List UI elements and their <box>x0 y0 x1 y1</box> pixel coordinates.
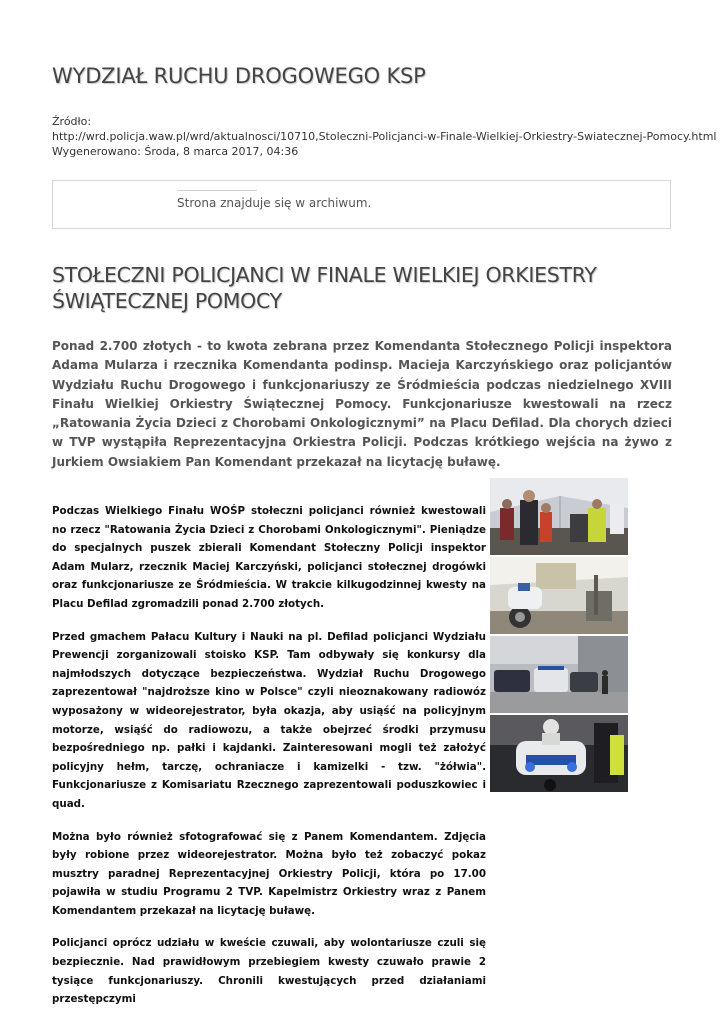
article-body <box>52 502 486 1023</box>
photo-tent-volunteers[interactable] <box>490 478 628 555</box>
article-paragraph: Podczas Wielkiego Finału WOŚP stołeczni policjanci również kwestowali no rzecz "Ratowania Życia Dzieci z Chorobami Onkologicznymi". Pieniądze do specjalnych puszek zbierali Komendant Stołeczny Policji inspektor Adam Mularz, rzecznik Maciej Karczyński, policjanci stołecznej drogówki oraz funkcjonariusze ze Śródmieścia. W trakcie kilkugodzinnej kwesty na Placu Defilad zgromadzili ponad 2.700 złotych. <box>52 505 486 610</box>
article-paragraph: Przed gmachem Pałacu Kultury i Nauki na pl. Defilad policjanci Wydziału Prewencji zorganizowali stoisko KSP. Tam odbywały się konkursy dla najmłodszych dotyczące bezpieczeństwa. Wydział Ruchu Drogowego zaprezentował "najdroższe kino w Polsce" czyli nieoznakowany radiowóz wyposażony w wideorejestrator, była okazja, aby usiąść na policyjnym motorze, wsiąść do radiowozu, a także obejrzeć środki przymusu bezpośredniego np. pałki i kajdanki. Zainteresowani mogli też założyć policyjny hełm, tarczę, ochraniacze i kamizelki - tzw. "żółwia". Funkcjonariusze z Komisariatu Rzecznego zaprezentowali poduszkowiec i quad. <box>52 630 486 810</box>
archive-message: Strona znajduje się w archiwum. <box>177 196 372 210</box>
archive-divider <box>177 190 257 191</box>
source-label: Źródło: <box>52 115 92 128</box>
photo-gallery <box>490 478 628 794</box>
article-paragraph: Można było również sfotografować się z Panem Komendantem. Zdjęcia były robione przez wideorejestrator. Można było też zobaczyć pokaz musztry paradnej Reprezentacyjnej Orkiestry Policji, która po 17.00 pojawiła w studiu Programu 2 TVP. Kapelmistrz Orkiestry wraz z Panem Komendantem przekazał na licytację buławę. <box>52 830 486 917</box>
generated-date: Wygenerowano: Środa, 8 marca 2017, 04:36 <box>52 145 299 158</box>
site-title: WYDZIAŁ RUCHU DROGOWEGO KSP <box>52 64 426 88</box>
photo-police-cars[interactable] <box>490 636 628 713</box>
photo-motorcycle-closeup[interactable] <box>490 715 628 792</box>
article-paragraph: Policjanci oprócz udziału w kweście czuwali, aby wolontariusze czuli się bezpiecznie. Nad prawidłowym przebiegiem kwesty czuwało prawie 2 tysiące funkcjonariuszy. Chronili kwestujących przed działaniami przestępczymi <box>52 937 486 1006</box>
source-info <box>52 114 717 159</box>
archive-notice <box>52 180 671 229</box>
article-title: STOŁECZNI POLICJANCI W FINALE WIELKIEJ ORKIESTRY ŚWIĄTECZNEJ POMOCY <box>52 263 597 313</box>
photo-police-motorcycle[interactable] <box>490 557 628 634</box>
source-url[interactable]: http://wrd.policja.waw.pl/wrd/aktualnosci/10710,Stoleczni-Policjanci-w-Finale-Wielkiej-Orkiestry-Swiatecznej-Pomocy.html <box>52 130 717 143</box>
article-lead: Ponad 2.700 złotych - to kwota zebrana przez Komendanta Stołecznego Policji inspektora Adama Mularza i rzecznika Komendanta podinsp. Macieja Karczyńskiego oraz policjantów Wydziału Ruchu Drogowego i funkcjonariuszy ze Śródmieścia podczas niedzielnego XVIII Finału Wielkiej Orkiestry Świątecznej Pomocy. Funkcjonariusze kwestowali na rzecz „Ratowania Życia Dzieci z Chorobami Onkologicznymi” na Placu Defilad. Dla chorych dzieci w TVP wystąpiła Reprezentacyjna Orkiestra Policji. Podczas krótkiego wejścia na żywo z Jurkiem Owsiakiem Pan Komendant przekazał na licytację buławę. <box>52 339 672 469</box>
